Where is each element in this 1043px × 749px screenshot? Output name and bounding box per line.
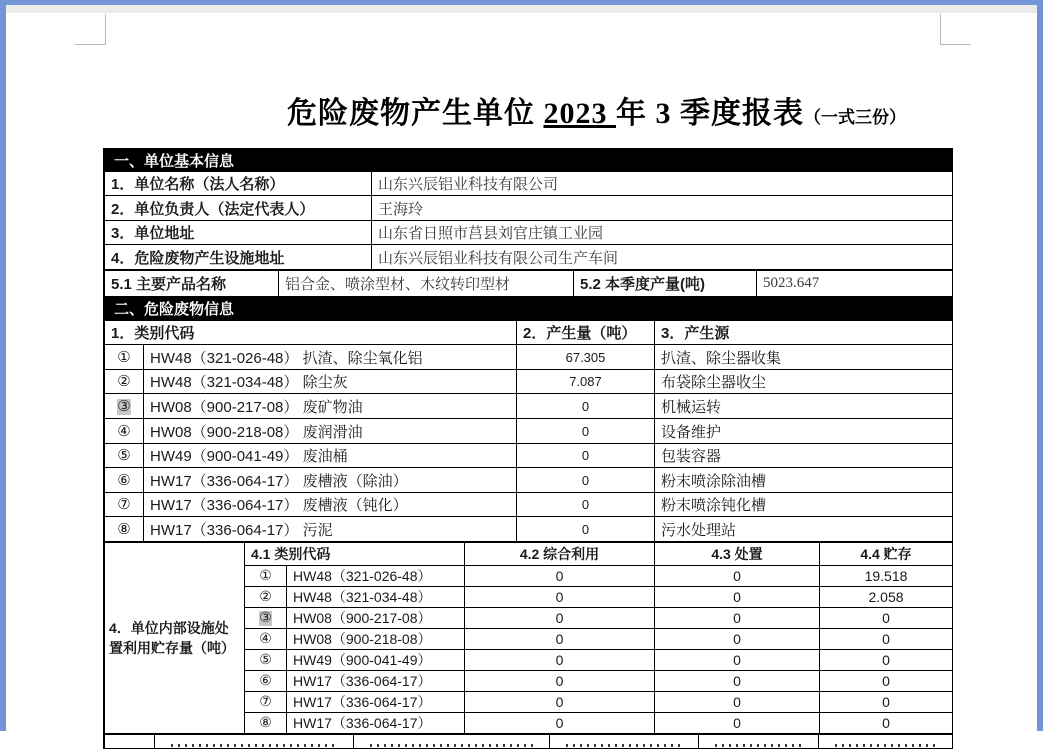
waste-qty: 0 (517, 419, 655, 444)
store-value: 0 (820, 713, 953, 734)
waste-list-table (104, 320, 953, 542)
row-number: ④ (245, 629, 287, 650)
dispose-value: 0 (655, 587, 820, 608)
waste-source: 粉末喷涂除油槽 (655, 468, 953, 493)
highlighted-row-number: ③ (117, 398, 131, 415)
waste-source: 包装容器 (655, 444, 953, 468)
waste-row (105, 370, 953, 394)
dispose-value: 0 (655, 671, 820, 692)
storage-code: HW48（321-026-48） (287, 566, 465, 587)
page-margin-corner-mark-right (940, 14, 971, 45)
row-number: ② (105, 370, 144, 394)
unit-head-value: 王海玲 (372, 196, 953, 221)
clipped-cell (550, 735, 699, 749)
use-value: 0 (465, 566, 655, 587)
row-number: ⑥ (105, 468, 144, 493)
section2-header-table (104, 297, 952, 320)
col-41-category-code: 4.1 类别代码 (245, 543, 465, 566)
table-row (105, 271, 953, 297)
row-number: ⑥ (245, 671, 287, 692)
clipped-text-fragment (835, 744, 936, 747)
row-number: ① (245, 566, 287, 587)
page-margin-corner-mark-left (75, 14, 106, 45)
use-value: 0 (465, 608, 655, 629)
clipped-text-fragment (370, 744, 533, 747)
dispose-value: 0 (655, 692, 820, 713)
waste-qty: 0 (517, 493, 655, 517)
clipped-text-fragment (566, 744, 682, 747)
section2-header: 二、危险废物信息 (105, 298, 952, 320)
waste-code: HW08（900-218-08） 废润滑油 (144, 419, 517, 444)
use-value: 0 (465, 650, 655, 671)
waste-source: 污水处理站 (655, 517, 953, 542)
storage-code: HW17（336-064-17） (287, 671, 465, 692)
quarter-output-value: 5023.647 (757, 271, 953, 297)
use-value: 0 (465, 629, 655, 650)
row-number: ⑧ (245, 713, 287, 734)
use-value: 0 (465, 671, 655, 692)
facility-address-value: 山东兴辰铝业科技有限公司生产车间 (372, 245, 953, 270)
use-value: 0 (465, 692, 655, 713)
row-number: ⑧ (105, 517, 144, 542)
clipped-text-fragment (715, 744, 802, 747)
dispose-value: 0 (655, 650, 820, 671)
unit-name-label: 1．单位名称（法人名称） (105, 172, 372, 196)
storage-code: HW49（900-041-49） (287, 650, 465, 671)
waste-source: 扒渣、除尘器收集 (655, 345, 953, 370)
row-number: ④ (105, 419, 144, 444)
section2-header-row (105, 298, 952, 320)
waste-row (105, 345, 953, 370)
waste-row (105, 517, 953, 542)
waste-code: HW17（336-064-17） 污泥 (144, 517, 517, 542)
use-value: 0 (465, 713, 655, 734)
col-42-comprehensive-use: 4.2 综合利用 (465, 543, 655, 566)
waste-row (105, 468, 953, 493)
quarter-output-label: 5.2 本季度产量(吨) (574, 271, 757, 297)
page-top-strip (6, 5, 1037, 13)
unit-address-value: 山东省日照市莒县刘官庄镇工业园 (372, 221, 953, 245)
unit-name-value: 山东兴辰铝业科技有限公司 (372, 172, 953, 196)
main-product-label: 5.1 主要产品名称 (105, 271, 279, 297)
report-table (103, 148, 953, 749)
col-43-disposal: 4.3 处置 (655, 543, 820, 566)
waste-source: 设备维护 (655, 419, 953, 444)
highlighted-row-number: ③ (259, 610, 272, 626)
storage-columns-row (105, 543, 953, 566)
row-number: ⑦ (105, 493, 144, 517)
waste-qty: 67.305 (517, 345, 655, 370)
dispose-value: 0 (655, 713, 820, 734)
waste-qty: 0 (517, 394, 655, 419)
storage-code: HW08（900-218-08） (287, 629, 465, 650)
dispose-value: 0 (655, 566, 820, 587)
store-value: 0 (820, 650, 953, 671)
row-number (105, 394, 144, 419)
clipped-row (105, 735, 953, 749)
storage-code: HW08（900-217-08） (287, 608, 465, 629)
unit-address-label: 3．单位地址 (105, 221, 372, 245)
clipped-text-fragment (171, 744, 337, 747)
waste-code: HW17（336-064-17） 废槽液（除油） (144, 468, 517, 493)
storage-code: HW17（336-064-17） (287, 692, 465, 713)
waste-source: 机械运转 (655, 394, 953, 419)
clipped-cell (155, 735, 354, 749)
waste-code: HW49（900-041-49） 废油桶 (144, 444, 517, 468)
row-number: ② (245, 587, 287, 608)
dispose-value: 0 (655, 608, 820, 629)
table-row (105, 221, 953, 245)
use-value: 0 (465, 587, 655, 608)
col-44-storage: 4.4 贮存 (820, 543, 953, 566)
waste-code: HW08（900-217-08） 废矿物油 (144, 394, 517, 419)
waste-row (105, 444, 953, 468)
col-category-code: 1．类别代码 (105, 321, 517, 345)
store-value: 0 (820, 608, 953, 629)
clipped-next-section-table (104, 734, 953, 749)
waste-row (105, 394, 953, 419)
waste-row (105, 419, 953, 444)
table-row (105, 196, 953, 221)
report-title-middle: 年 3 季度报表 (616, 97, 804, 130)
waste-code: HW17（336-064-17） 废槽液（钝化） (144, 493, 517, 517)
waste-qty: 7.087 (517, 370, 655, 394)
facility-address-label: 4．危险废物产生设施地址 (105, 245, 372, 270)
row-number: ① (105, 345, 144, 370)
storage-code: HW17（336-064-17） (287, 713, 465, 734)
clipped-cell (699, 735, 819, 749)
report-title-prefix: 危险废物产生单位 (287, 97, 544, 130)
store-value: 0 (820, 692, 953, 713)
unit-head-label: 2．单位负责人（法定代表人） (105, 196, 372, 221)
store-value: 0 (820, 629, 953, 650)
row-number: ⑤ (105, 444, 144, 468)
report-title-year: 2023 (543, 97, 616, 130)
col-source: 3．产生源 (655, 321, 953, 345)
main-product-value: 铝合金、喷涂型材、木纹转印型材 (279, 271, 574, 297)
waste-source: 粉末喷涂钝化槽 (655, 493, 953, 517)
dispose-value: 0 (655, 629, 820, 650)
product-row-table (104, 270, 953, 297)
waste-qty: 0 (517, 517, 655, 542)
store-value: 19.518 (820, 566, 953, 587)
waste-qty: 0 (517, 468, 655, 493)
row-number: ⑦ (245, 692, 287, 713)
waste-code: HW48（321-034-48） 除尘灰 (144, 370, 517, 394)
table-row (105, 172, 953, 196)
section1-header: 一、单位基本信息 (105, 150, 953, 172)
clipped-cell (819, 735, 953, 749)
waste-qty: 0 (517, 444, 655, 468)
waste-source: 布袋除尘器收尘 (655, 370, 953, 394)
row-number (245, 608, 287, 629)
internal-storage-label: 4．单位内部设施处置利用贮存量（吨） (105, 543, 245, 734)
waste-columns-row (105, 321, 953, 345)
waste-code: HW48（321-026-48） 扒渣、除尘氧化铝 (144, 345, 517, 370)
row-number: ⑤ (245, 650, 287, 671)
report-title-copies-note: （一式三份） (804, 108, 906, 127)
col-generated-amount: 2．产生量（吨） (517, 321, 655, 345)
report-title (287, 88, 906, 132)
store-value: 2.058 (820, 587, 953, 608)
section1-header-row (105, 150, 953, 172)
internal-storage-table (104, 542, 953, 734)
clipped-cell (105, 735, 155, 749)
table-row (105, 245, 953, 270)
basic-info-table (104, 149, 953, 270)
storage-code: HW48（321-034-48） (287, 587, 465, 608)
waste-row (105, 493, 953, 517)
store-value: 0 (820, 671, 953, 692)
clipped-cell (354, 735, 550, 749)
